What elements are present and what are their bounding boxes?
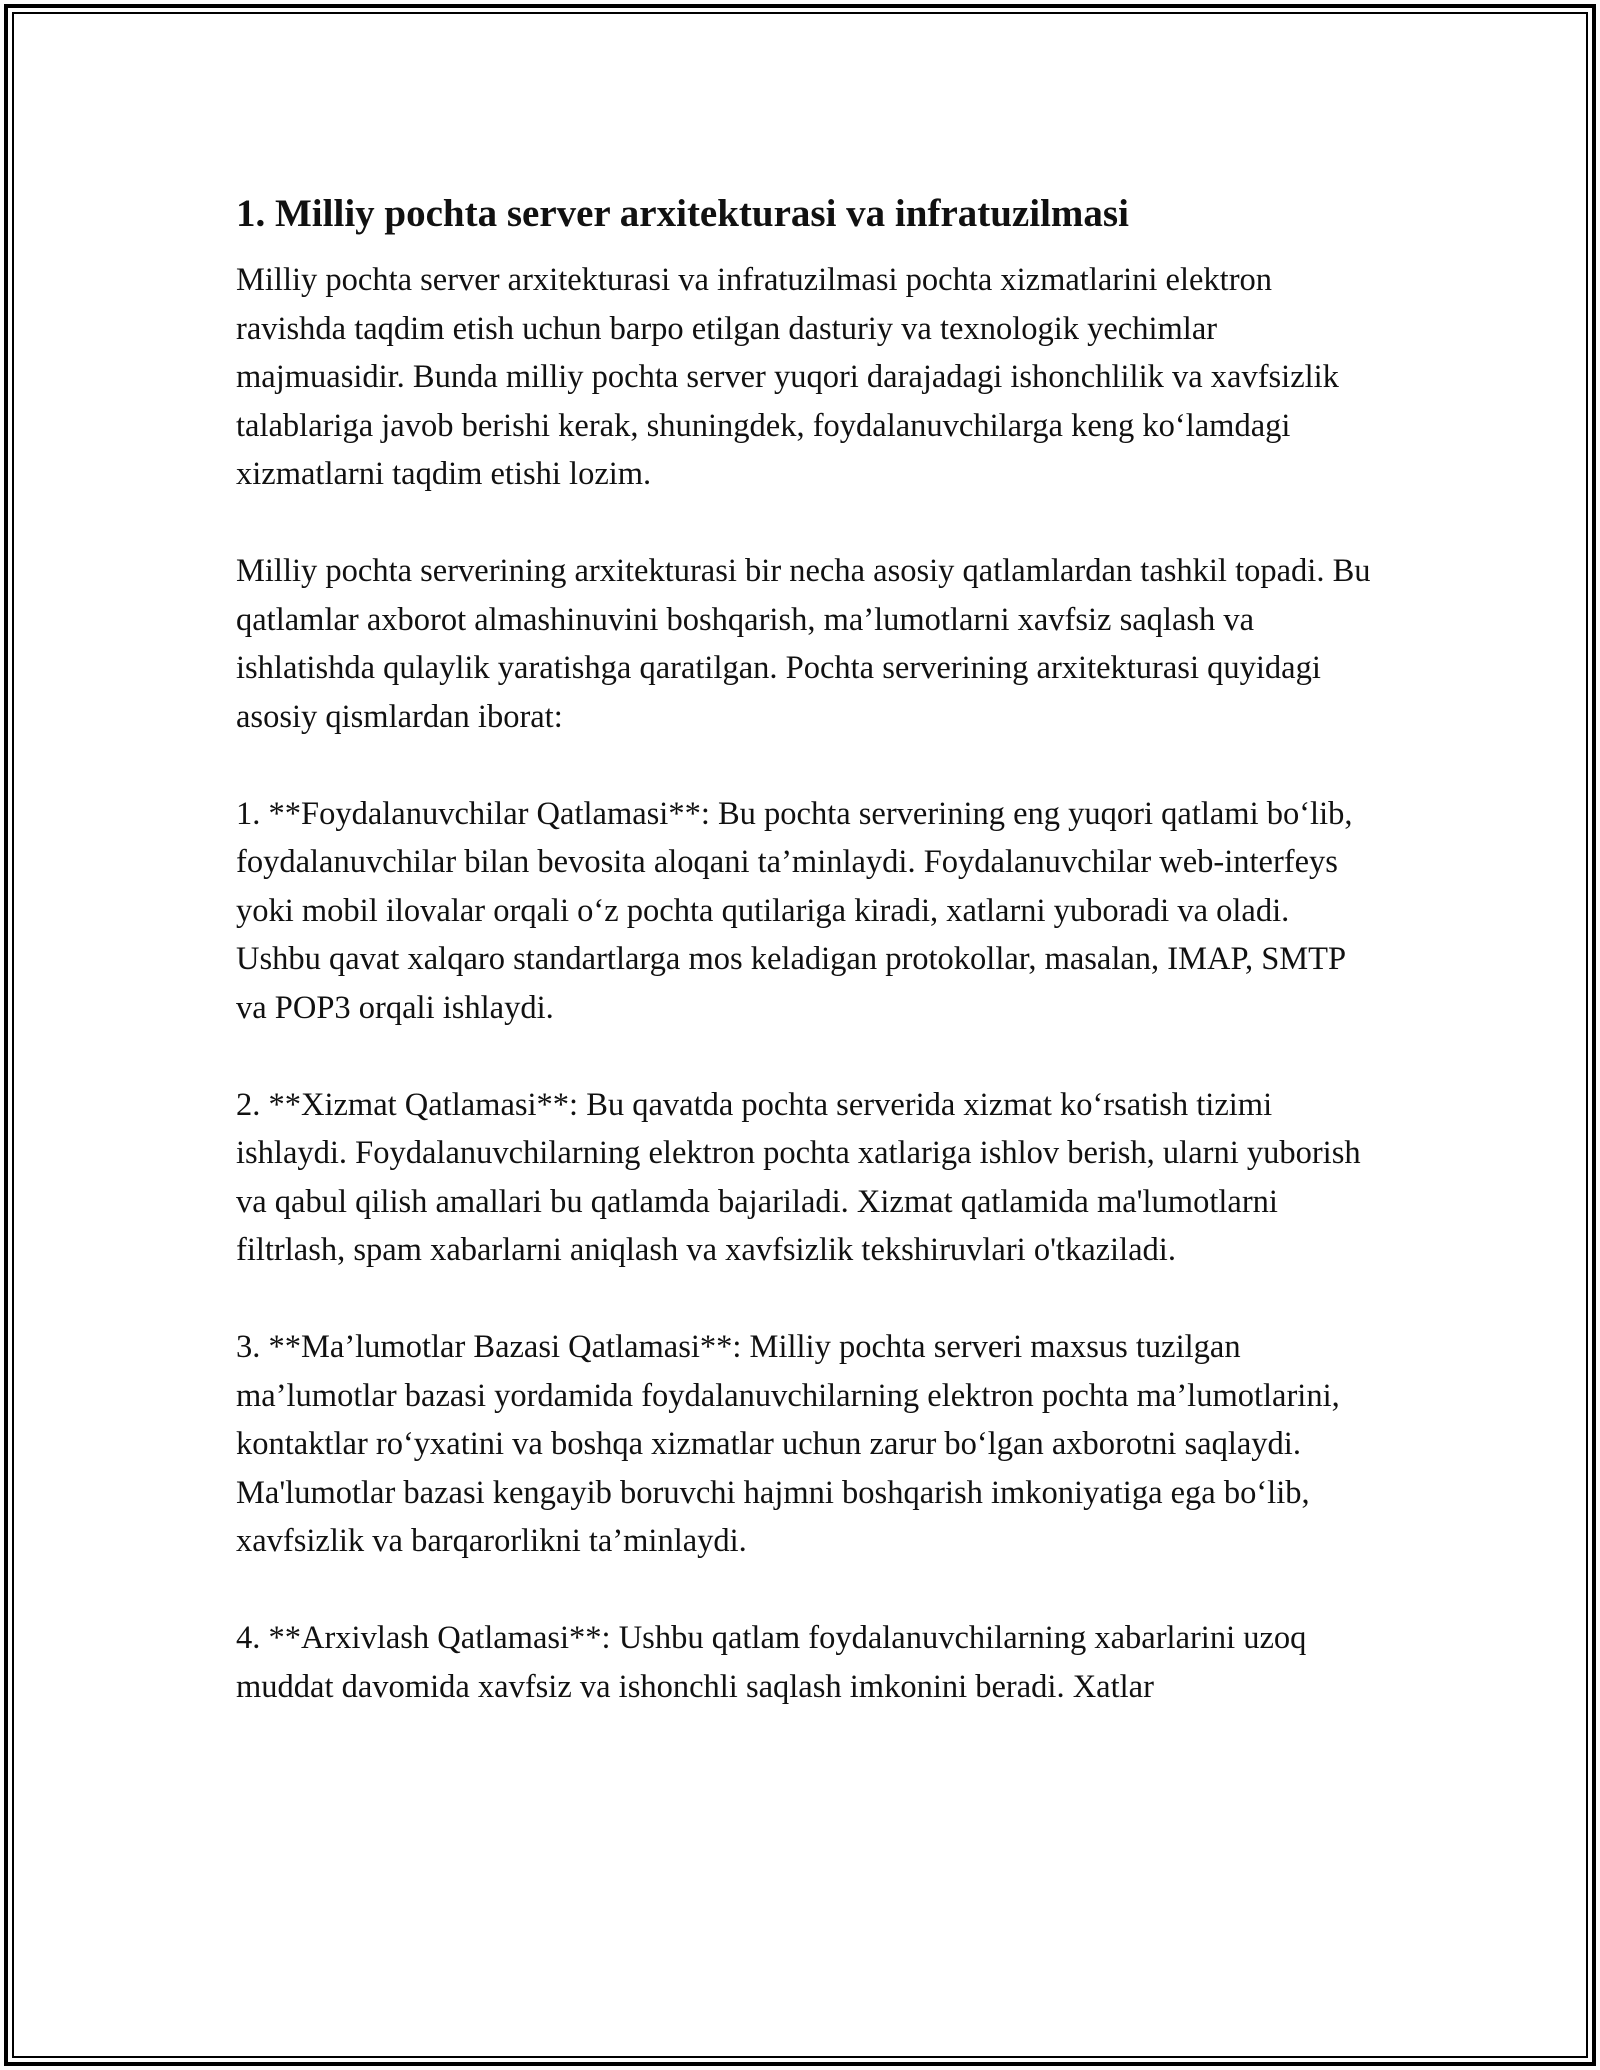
list-item-service-layer: 2. **Xizmat Qatlamasi**: Bu qavatda pochta serverida xizmat ko‘rsatish tizimi ishlaydi. Foydalanuvchilarning elektron pochta xatlariga ishlov berish, ularni yuborish va qabul qilish amallari bu qatlamda bajariladi. Xizmat qatlamida ma'lumotlarni filtrlash, spam xabarlarni aniqlash va xavfsizlik tekshiruvlari o'tkaziladi. <box>236 1086 1361 1268</box>
section-heading: 1. Milliy pochta server arxitekturasi va infratuzilmasi <box>236 192 1129 235</box>
paragraph-architecture: Milliy pochta serverining arxitekturasi bir necha asosiy qatlamlardan tashkil topadi. Bu qatlamlar axborot almashinuvini boshqarish, ma’lumotlarni xavfsiz saqlash va ishlatishda qulaylik yaratishga qaratilgan. Pochta serverining arxitekturasi quyidagi asosiy qismlardan iborat: <box>236 553 1371 735</box>
list-item-database-layer: 3. **Ma’lumotlar Bazasi Qatlamasi**: Milliy pochta serveri maxsus tuzilgan ma’lumotlar bazasi yordamida foydalanuvchilarning elektron pochta ma’lumotlarini, kontaktlar ro‘yxatini va boshqa xizmatlar uchun zarur bo‘lgan axborotni saqlaydi. Ma'lumotlar bazasi kengayib boruvchi hajmni boshqarish imkoniyatiga ega bo‘lib, xavfsizlik va barqarorlikni ta’minlaydi. <box>236 1329 1340 1559</box>
paragraph-intro: Milliy pochta server arxitekturasi va infratuzilmasi pochta xizmatlarini elektron ravishda taqdim etish uchun barpo etilgan dasturiy va texnologik yechimlar majmuasidir. Bunda milliy pochta server yuqori darajadagi ishonchlilik va xavfsizlik talablariga javob berishi kerak, shuningdek, foydalanuvchilarga keng ko‘lamdagi xizmatlarni taqdim etishi lozim. <box>236 262 1339 492</box>
document-body <box>236 188 1376 1711</box>
list-item-archive-layer: 4. **Arxivlash Qatlamasi**: Ushbu qatlam foydalanuvchilarning xabarlarini uzoq muddat davomida xavfsiz va ishonchli saqlash imkonini beradi. Xatlar <box>236 1620 1307 1705</box>
list-item-users-layer: 1. **Foydalanuvchilar Qatlamasi**: Bu pochta serverining eng yuqori qatlami bo‘lib, foydalanuvchilar bilan bevosita aloqani ta’minlaydi. Foydalanuvchilar web-interfeys yoki mobil ilovalar orqali o‘z pochta qutilariga kiradi, xatlarni yuboradi va oladi. Ushbu qavat xalqaro standartlarga mos keladigan protokollar, masalan, IMAP, SMTP va POP3 orqali ishlaydi. <box>236 795 1353 1026</box>
